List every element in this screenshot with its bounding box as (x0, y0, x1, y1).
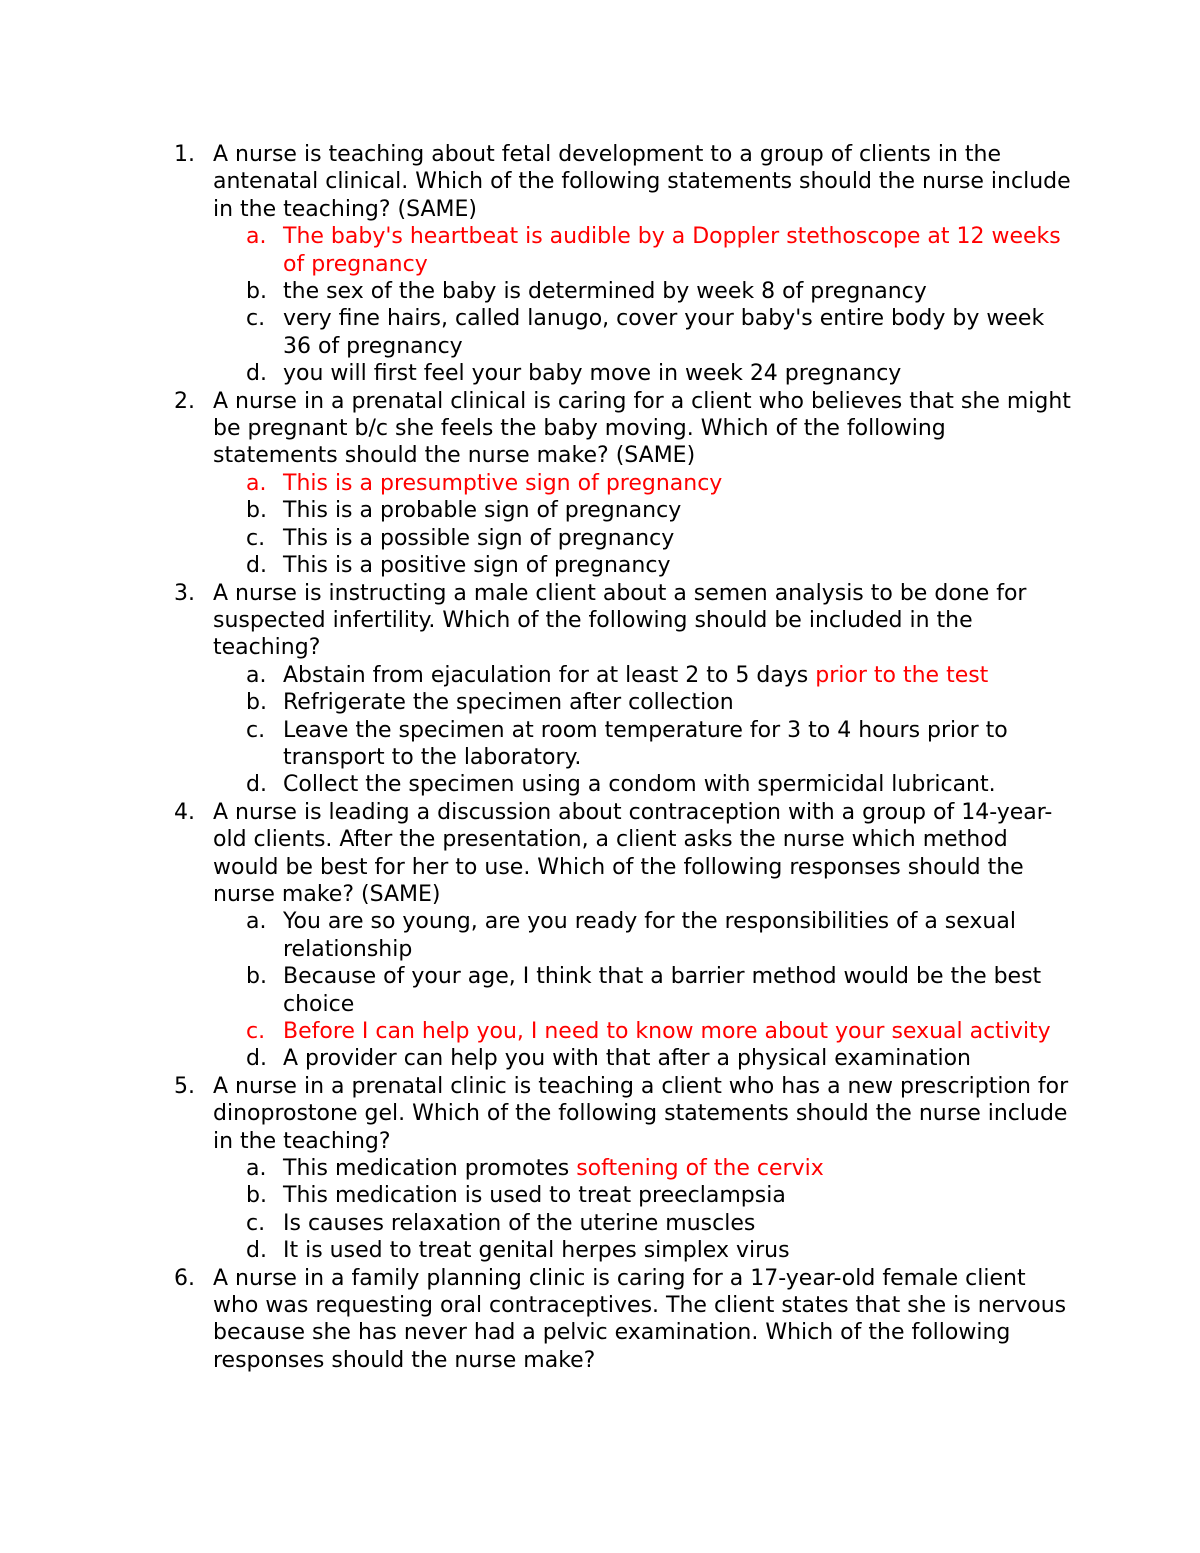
answer-option (213, 1237, 1063, 1264)
option-text: Leave the specimen at room temperature for 3 to 4 hours prior to transport to the laboratory. (283, 717, 1008, 770)
option-text: the sex of the baby is determined by week 8 of pregnancy (283, 279, 927, 305)
question-text: A nurse in a family planning clinic is caring for a 17-year-old female client who was requesting oral contraceptives. The client states that she is nervous because she has never had a pelvic examination. Which of the following responses should the nurse make? (213, 1265, 1067, 1373)
option-label: d. (246, 1046, 267, 1072)
option-text: A provider can help you with that after a physical examination (283, 1046, 971, 1072)
answer-option (213, 552, 1063, 579)
answer-option (213, 1155, 1063, 1182)
option-text: This medication is used to treat preeclampsia (283, 1183, 786, 1209)
answer-option (213, 771, 1063, 798)
option-text: very fine hairs, called lanugo, cover your baby's entire body by week 36 of pregnancy (283, 306, 1045, 359)
option-text: Before I can help you, I need to know more about your sexual activity (283, 1019, 1051, 1044)
answer-option (213, 662, 1063, 689)
answer-option-correct (213, 223, 1063, 278)
answer-option (213, 1182, 1063, 1209)
option-label: d. (246, 361, 267, 387)
question-item (0, 388, 1073, 580)
question-text: A nurse in a prenatal clinical is caring for a client who believes that she might be pregnant b/c she feels the baby moving. Which of the following statements should the nurse make? (SAME) (213, 388, 1071, 469)
option-label: c. (246, 717, 266, 743)
option-text: This is a possible sign of pregnancy (283, 525, 675, 551)
question-item (0, 580, 1073, 799)
option-label: b. (246, 498, 267, 524)
answer-option (213, 689, 1063, 716)
answer-options (213, 908, 1073, 1072)
option-text: The baby's heartbeat is audible by a Doppler stethoscope at 12 weeks of pregnancy (283, 224, 1061, 277)
answer-option (213, 525, 1063, 552)
question-item (0, 1265, 1073, 1375)
option-label: c. (246, 525, 266, 551)
option-label: d. (246, 772, 267, 798)
question-item (0, 141, 1073, 388)
option-text: Is causes relaxation of the uterine muscles (283, 1210, 756, 1236)
answer-options (213, 1155, 1073, 1265)
answer-option (213, 963, 1063, 1018)
answer-option (213, 1045, 1063, 1072)
answer-option-correct (213, 1018, 1063, 1045)
question-item (0, 1073, 1073, 1265)
option-label: b. (246, 964, 267, 990)
option-text: This is a probable sign of pregnancy (283, 498, 682, 524)
question-number: 1. (174, 142, 195, 167)
option-text: It is used to treat genital herpes simplex virus (283, 1238, 790, 1264)
option-label: c. (246, 1210, 266, 1236)
question-text: A nurse is teaching about fetal development to a group of clients in the antenatal clinical. Which of the following statements should the nurse include in the teaching? (SAME) (213, 142, 1071, 222)
option-label: b. (246, 279, 267, 305)
option-text: This is a presumptive sign of pregnancy (283, 470, 723, 496)
option-label: c. (246, 1019, 266, 1044)
option-label: b. (246, 1183, 267, 1209)
question-text: A nurse in a prenatal clinic is teaching a client who has a new prescription for dinoprostone gel. Which of the following statements should the nurse include in the teaching? (213, 1073, 1069, 1154)
option-label: a. (246, 470, 267, 496)
option-label: d. (246, 1238, 267, 1264)
option-highlight: softening of the cervix (576, 1156, 824, 1182)
question-item (0, 799, 1073, 1073)
answer-options (213, 662, 1073, 799)
option-text: Because of your age, I think that a barrier method would be the best choice (283, 964, 1042, 1017)
option-label: d. (246, 553, 267, 579)
question-list (0, 141, 1200, 1374)
option-label: a. (246, 224, 267, 250)
option-label: c. (246, 306, 266, 332)
answer-option (213, 497, 1063, 524)
answer-options (213, 470, 1073, 580)
question-number: 3. (174, 580, 195, 606)
answer-option (213, 908, 1063, 963)
option-text: This medication promotes (283, 1156, 577, 1182)
option-label: b. (246, 690, 267, 716)
answer-option (213, 305, 1063, 360)
option-text: Refrigerate the specimen after collection (283, 690, 734, 716)
option-text: This is a positive sign of pregnancy (283, 553, 671, 579)
option-label: a. (246, 1156, 267, 1182)
option-label: a. (246, 909, 267, 935)
question-number: 6. (174, 1265, 195, 1291)
question-number: 2. (174, 388, 195, 414)
answer-option (213, 1210, 1063, 1237)
option-highlight: prior to the test (815, 662, 989, 688)
question-text: A nurse is leading a discussion about contraception with a group of 14-year-old clients. After the presentation, a client asks the nurse which method would be best for her to use. Which of the following responses should the nurse make? (SAME) (213, 799, 1053, 907)
question-number: 4. (174, 799, 195, 825)
question-text: A nurse is instructing a male client about a semen analysis to be done for suspected infertility. Which of the following should be included in the teaching? (213, 580, 1027, 661)
answer-option (213, 360, 1063, 387)
option-label: a. (246, 662, 267, 688)
question-number: 5. (174, 1073, 195, 1099)
option-text: Collect the specimen using a condom with spermicidal lubricant. (283, 772, 996, 798)
answer-option-correct (213, 470, 1063, 497)
answer-option (213, 717, 1063, 772)
option-text: you will first feel your baby move in week 24 pregnancy (283, 361, 902, 387)
answer-options (213, 223, 1073, 387)
answer-option (213, 278, 1063, 305)
option-text: You are so young, are you ready for the responsibilities of a sexual relationship (283, 909, 1016, 962)
option-text: Abstain from ejaculation for at least 2 to 5 days (283, 662, 816, 688)
